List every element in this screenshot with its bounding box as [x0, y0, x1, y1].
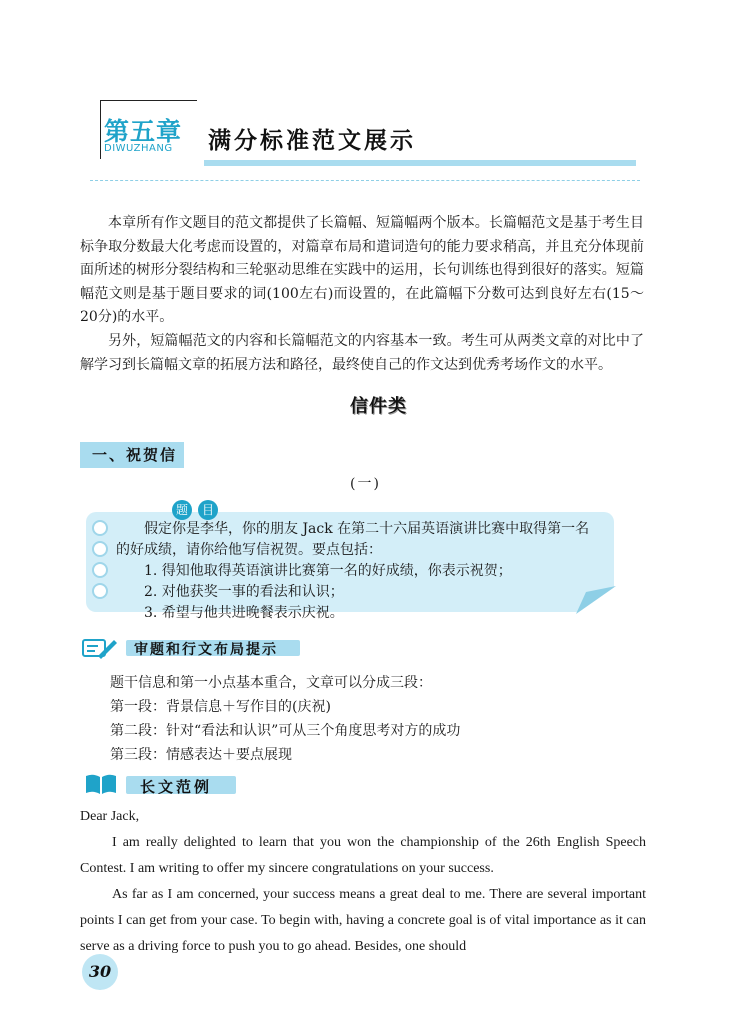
- binder-ring-icon: [92, 562, 108, 578]
- tips-line: 第三段：情感表达＋要点展现: [110, 747, 292, 763]
- binder-ring-icon: [92, 520, 108, 536]
- topic-line: 3. 希望与他共进晚餐表示庆祝。: [144, 605, 344, 621]
- binder-ring-icon: [92, 583, 108, 599]
- item-number: (一): [350, 476, 381, 492]
- tips-line: 第一段：背景信息＋写作目的(庆祝): [110, 699, 331, 715]
- open-book-icon: [84, 772, 118, 796]
- letter-paragraph-1: I am really delighted to learn that you won the championship of the 26th English Speech Contest. I am writing to offer my sincere congratulations on your success.: [80, 835, 646, 876]
- chapter-title: 满分标准范文展示: [208, 128, 416, 154]
- pencil-icon: [82, 636, 118, 660]
- chapter-number: 第五章: [104, 117, 183, 146]
- intro-paragraph-2: 另外，短篇幅范文的内容和长篇幅范文的内容基本一致。考生可从两类文章的对比中了解学习到长篇幅文章的拓展方法和路径，最终使自己的作文达到优秀考场作文的水平。: [80, 333, 644, 373]
- tips-line: 题干信息和第一小点基本重合，文章可以分成三段：: [110, 675, 432, 691]
- tips-line: 第二段：针对“看法和认识”可从三个角度思考对方的成功: [110, 723, 461, 739]
- binder-ring-icon: [92, 541, 108, 557]
- topic-line: 的好成绩，请你给他写信祝贺。要点包括：: [116, 542, 382, 558]
- chapter-pinyin: DIWUZHANG: [104, 143, 173, 154]
- page-fold-icon: [576, 586, 616, 614]
- topic-line: 1. 得知他取得英语演讲比赛第一名的好成绩，你表示祝贺；: [144, 563, 512, 579]
- chapter-underline-bar: [204, 160, 636, 166]
- section-title: 信件类: [350, 396, 407, 417]
- long-example-heading: 长文范例: [140, 778, 213, 796]
- tips-heading: 审题和行文布局提示: [134, 642, 278, 658]
- topic-line: 假定你是李华，你的朋友 Jack 在第二十六届英语演讲比赛中取得第一名: [144, 521, 590, 537]
- topic-label-2: 目: [198, 500, 218, 520]
- page-number: 30: [88, 962, 112, 981]
- topic-label-1: 题: [172, 500, 192, 520]
- letter-paragraph-2: As far as I am concerned, your success means a great deal to me. There are several important points I can get from your case. To begin with, having a concrete goal is of vital importance as it can serve as a driving force to push you to go ahead. Besides, one should: [80, 887, 646, 954]
- topic-line: 2. 对他获奖一事的看法和认识；: [144, 584, 344, 600]
- letter-salutation: Dear Jack,: [80, 809, 140, 824]
- dashed-divider: [90, 180, 640, 181]
- subsection-title: 一、祝贺信: [92, 446, 178, 464]
- intro-paragraph-1: 本章所有作文题目的范文都提供了长篇幅、短篇幅两个版本。长篇幅范文是基于考生目标争取分数最大化考虑而设置的，对篇章布局和遣词造句的能力要求稍高，并且充分体现前面所述的树形分裂结构和三轮驱动思维在实践中的运用，长句训练也得到很好的落实。短篇幅范文则是基于题目要求的词(100左右)而设置的，在此篇幅下分数可达到良好左右(15～20分)的水平。: [80, 215, 644, 325]
